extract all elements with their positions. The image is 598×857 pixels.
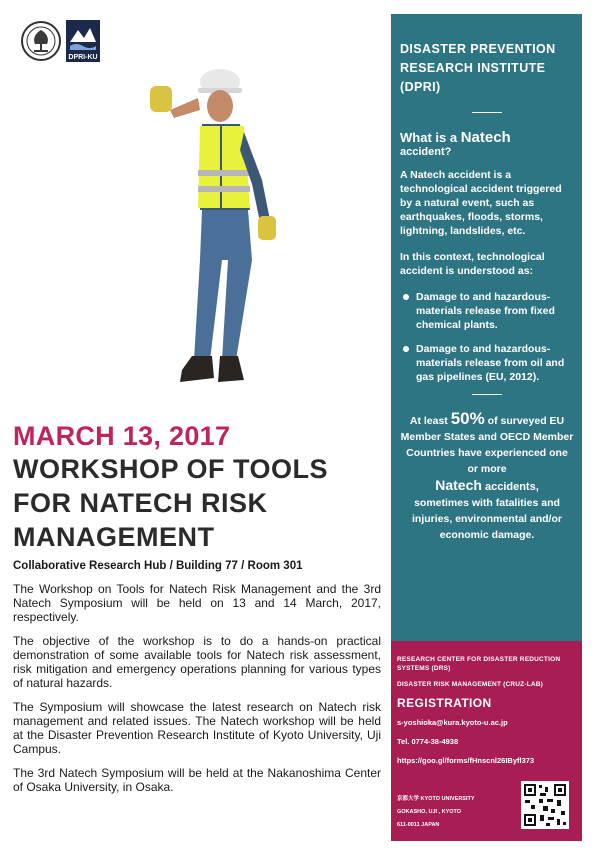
- question-prefix: What is a: [400, 130, 461, 145]
- bullet-icon: [403, 294, 409, 300]
- registration-panel: [391, 641, 582, 841]
- main-content: [13, 420, 381, 804]
- paragraph-objective: The objective of the workshop is to do a hands-on practical demonstration of some available tools for Natech risk assessment, risk mitigation and emergency operations planning for various types of natural hazards.: [13, 634, 381, 690]
- statistic-block: [400, 411, 574, 543]
- stat-natech: Natech: [435, 477, 482, 493]
- bullet-text: Damage to and hazardous-materials release from oil and gas pipelines (EU, 2012).: [416, 343, 565, 383]
- list-item: [400, 290, 574, 332]
- registration-heading: REGISTRATION: [397, 696, 492, 710]
- divider: [472, 394, 502, 395]
- construction-worker-megaphone-image: [140, 60, 310, 410]
- institute-name: DISASTER PREVENTION RESEARCH INSTITUTE (DPRI): [400, 42, 556, 94]
- stat-suffix: sometimes with fatalities and injuries, environmental and/or economic damage.: [412, 497, 562, 541]
- bullet-text: Damage to and hazardous-materials release from fixed chemical plants.: [416, 291, 555, 331]
- title-line-3: MANAGEMENT: [13, 522, 215, 552]
- address-line: GOKASHO, UJI , KYOTO: [397, 809, 462, 815]
- paragraph-intro: The Workshop on Tools for Natech Risk Management and the 3rd Natech Symposium will be held on 13 and 14 March, 2017, respectively.: [13, 582, 381, 624]
- registration-link[interactable]: https://goo.gl/forms/fHnscnl26IByfl373: [397, 756, 535, 765]
- page-title: [13, 452, 381, 554]
- question-suffix: accident?: [400, 146, 452, 158]
- research-center-name: RESEARCH CENTER FOR DISASTER REDUCTION SYSTEMS (DRS): [397, 656, 561, 672]
- address-line: 611-0011 JAPAN: [397, 822, 440, 828]
- svg-text:DPRI-KU: DPRI-KU: [68, 54, 98, 61]
- stat-prefix: At least: [409, 415, 451, 427]
- venue-text: Collaborative Research Hub / Building 77 / Room 301: [13, 560, 303, 572]
- title-line-2: FOR NATECH RISK: [13, 488, 268, 518]
- paragraph-venue-osaka: The 3rd Natech Symposium will be held at the Nakanoshima Center of Osaka University, in Osaka.: [13, 766, 381, 794]
- paragraph-symposium: The Symposium will showcase the latest research on Natech risk management and related issues. The Natech workshop will be held at the Disaster Prevention Research Institute of Kyoto University, Uji Campus.: [13, 700, 381, 756]
- question-word: Natech: [460, 129, 511, 146]
- stat-accidents: accidents,: [481, 481, 539, 493]
- list-item: [400, 342, 574, 384]
- kyoto-university-seal-icon: [20, 20, 62, 62]
- context-text: In this context, technological accident is understood as:: [400, 251, 545, 277]
- contact-email[interactable]: s-yoshioka@kura.kyoto-u.ac.jp: [397, 718, 508, 727]
- dpri-ku-logo-icon: [66, 20, 100, 62]
- stat-middle: of surveyed EU Member States and OECD Member Countries have experienced one or more: [400, 415, 574, 475]
- contact-phone: Tel. 0774-38-4938: [397, 737, 459, 746]
- natech-definition: A Natech accident is a technological accident triggered by a natural event, such as earthquakes, floods, storms, lightning, landslides, etc.: [400, 169, 562, 237]
- bullet-list: [400, 290, 574, 384]
- stat-percent: 50%: [450, 409, 485, 428]
- info-panel: [391, 14, 582, 641]
- title-line-1: WORKSHOP OF TOOLS: [13, 454, 329, 484]
- department-name: DISASTER RISK MANAGEMENT (CRUZ-LAB): [397, 681, 544, 688]
- address-line: 京都大学 KYOTO UNIVERSITY: [397, 796, 475, 802]
- question-heading: [400, 129, 574, 146]
- qr-code-icon[interactable]: [521, 781, 569, 829]
- event-date: MARCH 13, 2017: [13, 421, 231, 451]
- divider: [472, 112, 502, 113]
- bullet-icon: [403, 346, 409, 352]
- address: [397, 793, 507, 832]
